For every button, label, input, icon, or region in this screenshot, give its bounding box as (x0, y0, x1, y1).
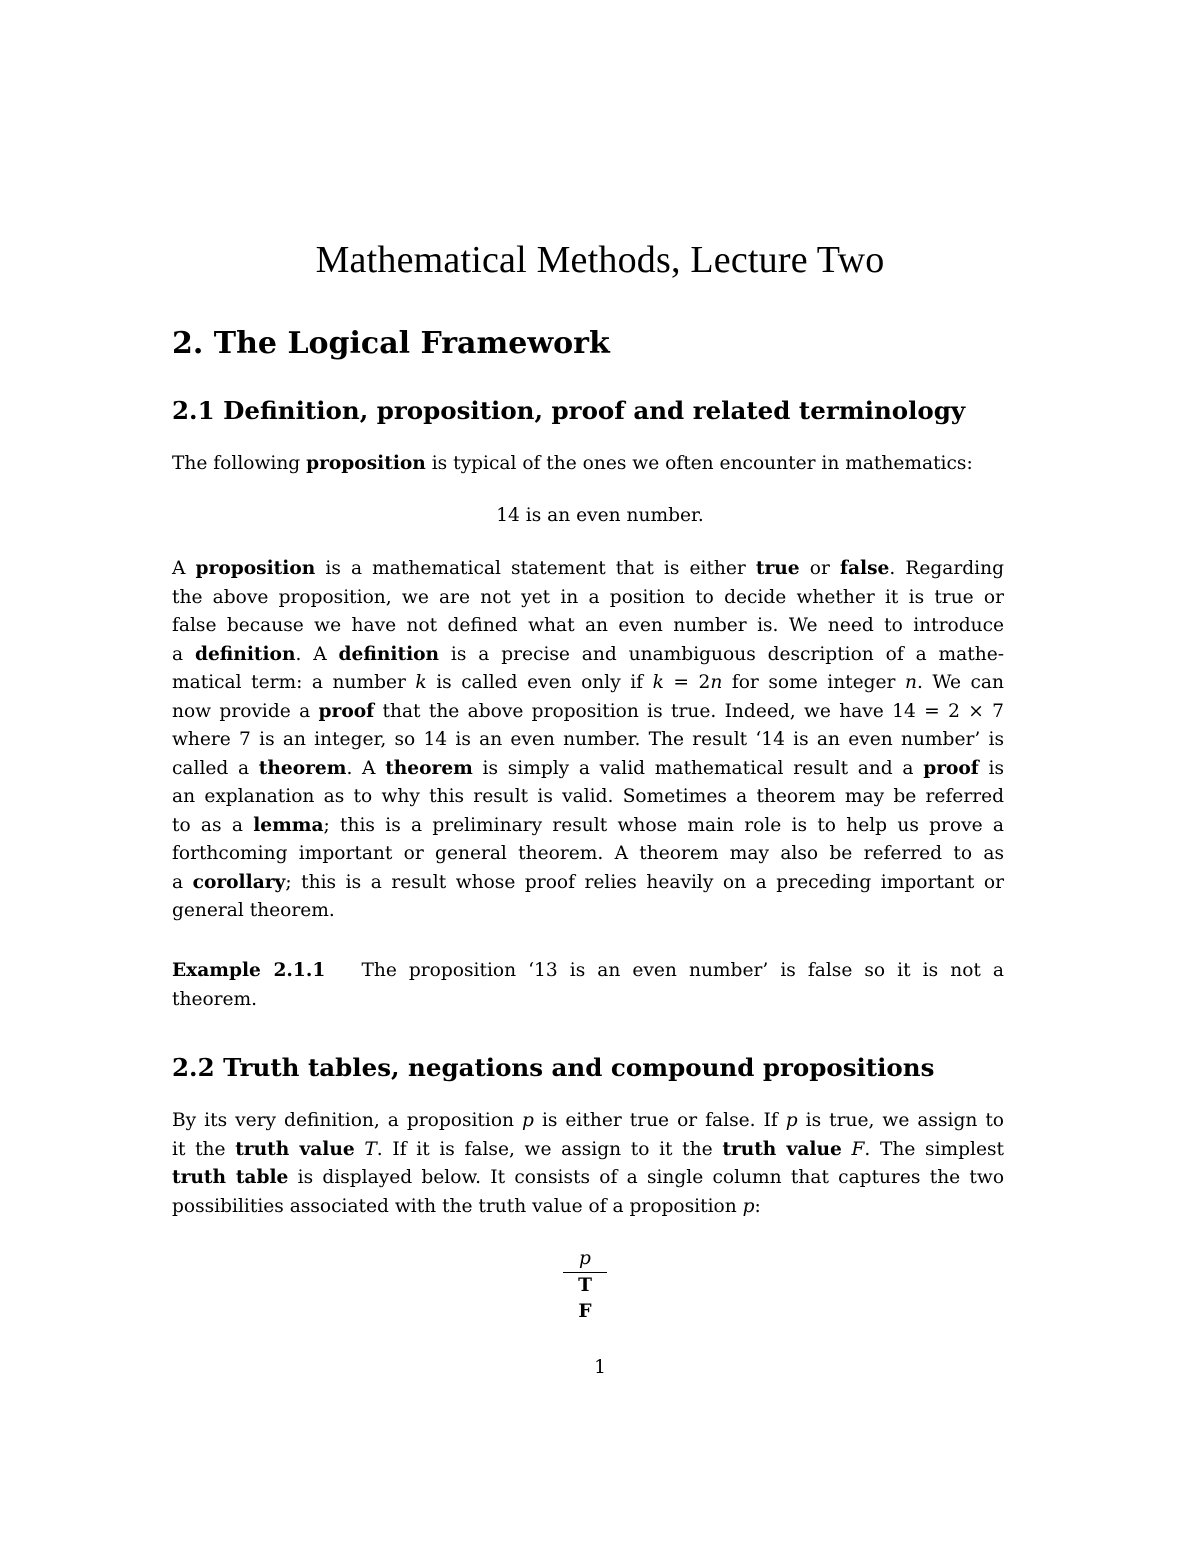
example-text: The proposition ‘13 is an even number’ is false so it is not a (361, 960, 1005, 981)
text-run: or (799, 558, 840, 579)
term-definition: definition (194, 643, 296, 665)
math-var-k: k (415, 672, 427, 693)
text-run: A (172, 558, 196, 579)
paragraph-line (172, 755, 1004, 784)
term-theorem: theorem (385, 757, 473, 779)
text-run (842, 1139, 852, 1160)
paragraph-line: false because we have not defined what an even number is. We need to introduce (172, 615, 1004, 636)
term-truth-value: truth value (235, 1138, 355, 1160)
text-run: matical term: a number (172, 672, 416, 693)
paragraph-line (172, 1107, 1004, 1136)
term-truth-table: truth table (172, 1167, 289, 1188)
text-run: ; this is a result whose proof relies heavily on a preceding important or (285, 871, 1004, 893)
example-block (172, 957, 1004, 1014)
text-run: = 2 (663, 672, 711, 693)
text-run: . If it is false, we assign to it the (376, 1138, 723, 1160)
paragraph-line (172, 869, 1004, 898)
math-var-k: k (652, 672, 664, 693)
term-proof: proof (318, 700, 375, 722)
text-run: now provide a (172, 700, 319, 722)
paragraph-line: where 7 is an integer, so 14 is an even number. The result ‘14 is an even number’ is (172, 729, 1004, 750)
text-run: is displayed below. It consists of a single column that captures the two (288, 1167, 1005, 1188)
paragraph-line: the above proposition, we are not yet in a position to decide whether it is true or (172, 586, 1004, 608)
definitions-paragraph (172, 555, 1004, 926)
paragraph-line: general theorem. (172, 900, 335, 921)
page-number: 1 (594, 1357, 606, 1378)
text-run: is true, we assign to (797, 1110, 1005, 1131)
text-run: called a (172, 757, 259, 779)
text-run: ; this is a preliminary result whose main role is to help us prove a (323, 814, 1004, 836)
paragraph-line (172, 698, 1004, 727)
paragraph-line: an explanation as to why this result is valid. Sometimes a theorem may be referred (172, 786, 1004, 807)
intro-paragraph (172, 450, 1004, 479)
text-run: possibilities associated with the truth value of a proposition (172, 1195, 743, 1217)
intro-line (172, 450, 1004, 479)
text-run: . We can (916, 672, 1004, 693)
truth-table-cell: T (578, 1275, 592, 1296)
paragraph-line (172, 1136, 1004, 1165)
math-var-n: n (904, 672, 917, 693)
text-run: is a mathematical statement that is either (315, 558, 756, 579)
text-run: is typical of the ones we often encounter in mathematics: (425, 453, 973, 474)
subsection-number: 2.1 (172, 396, 215, 425)
term-false: false (839, 558, 890, 579)
term-truth-value: truth value (722, 1138, 842, 1160)
math-var-p: p (742, 1195, 755, 1217)
term-definition: definition (338, 643, 440, 665)
math-var-F: F (851, 1138, 865, 1160)
section-heading (172, 326, 610, 361)
truth-table (563, 1246, 607, 1325)
subsection-title: Truth tables, negations and compound propositions (223, 1053, 935, 1082)
term-theorem: theorem (258, 757, 347, 779)
text-run: . Regarding (889, 558, 1005, 579)
subsection-heading-2 (172, 1053, 934, 1082)
term-proposition: proposition (195, 558, 316, 579)
text-run: is called even only if (426, 672, 653, 693)
term-lemma: lemma (253, 814, 324, 836)
section-title: The Logical Framework (213, 326, 610, 361)
text-run: . A (346, 757, 386, 779)
display-statement: 14 is an even number. (496, 505, 704, 526)
truth-value-paragraph (172, 1107, 1004, 1221)
example-label: Example 2.1.1 (172, 960, 326, 981)
paragraph-line (172, 669, 1004, 698)
section-number: 2. (172, 326, 204, 361)
document-title: Mathematical Methods, Lecture Two (315, 239, 885, 281)
paragraph-line (172, 812, 1004, 841)
example-line: theorem. (172, 988, 258, 1010)
text-run: . The simplest (864, 1138, 1005, 1160)
math-var-n: n (710, 672, 723, 693)
paragraph-line (172, 1193, 1004, 1222)
example-line (172, 957, 1004, 986)
text-run: is a precise and unambiguous description of a mathe- (439, 643, 1004, 665)
text-run: that the above proposition is true. Indeed, we have 14 = 2 × 7 (374, 700, 1004, 722)
term-proposition: proposition (306, 453, 426, 474)
text-run: By its very definition, a proposition (172, 1110, 523, 1131)
paragraph-line (172, 641, 1004, 670)
text-run: is (978, 757, 1004, 779)
text-run: is simply a valid mathematical result and a (472, 757, 924, 779)
term-corollary: corollary (192, 871, 286, 893)
text-run: to as a (172, 814, 254, 836)
math-var-p: p (522, 1110, 534, 1131)
text-run: . A (295, 643, 339, 665)
paragraph-line: forthcoming important or general theorem. A theorem may also be referred to as (172, 843, 1004, 864)
subsection-heading-1 (172, 396, 965, 425)
truth-table-cell: F (578, 1301, 592, 1322)
truth-table-header: p (563, 1246, 607, 1273)
subsection-title: Definition, proposition, proof and related terminology (223, 396, 966, 425)
math-var-p: p (785, 1110, 798, 1131)
math-var-T: T (364, 1138, 377, 1160)
text-run: The following (172, 453, 307, 474)
text-run (355, 1139, 365, 1160)
term-true: true (755, 558, 800, 579)
term-proof: proof (923, 757, 979, 779)
text-run: it the (172, 1138, 236, 1160)
paragraph-line (172, 1164, 1004, 1193)
text-run: for some integer (722, 672, 905, 693)
subsection-number: 2.2 (172, 1053, 215, 1082)
text-run: : (754, 1195, 761, 1217)
text-run: a (172, 643, 195, 665)
paragraph-line (172, 555, 1004, 584)
text-run: a (172, 871, 193, 893)
text-run: is either true or false. If (533, 1110, 786, 1131)
